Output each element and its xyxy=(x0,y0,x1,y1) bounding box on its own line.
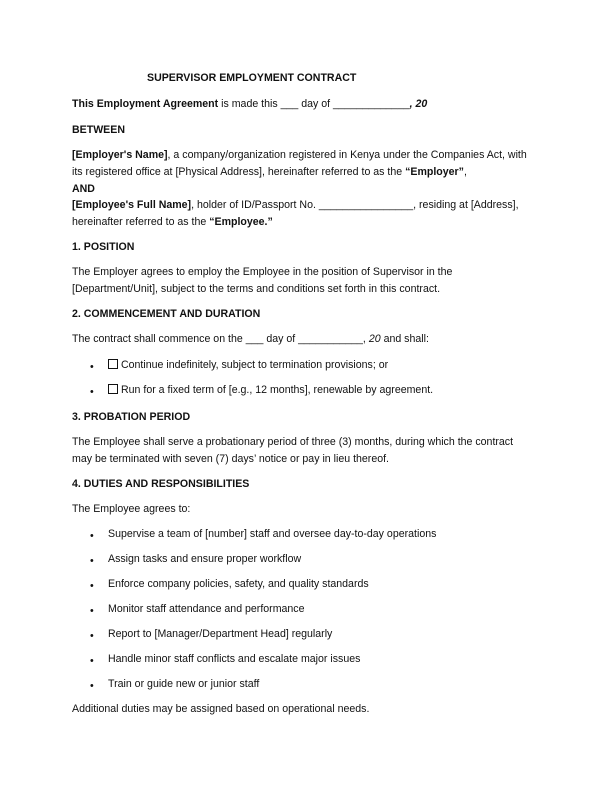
section-position-heading: 1. POSITION xyxy=(72,241,135,253)
agreement-lead: This Employment Agreement xyxy=(72,98,219,110)
employee-name: [Employee's Full Name] xyxy=(72,199,192,211)
duty-item: Handle minor staff conflicts and escalate major issues xyxy=(108,653,361,665)
position-line-1: The Employer agrees to employ the Employee in the position of Supervisor in the xyxy=(72,266,453,278)
section-commencement-heading: 2. COMMENCEMENT AND DURATION xyxy=(72,308,261,320)
agreement-year: , 20 xyxy=(409,98,428,110)
section-duties-heading: 4. DUTIES AND RESPONSIBILITIES xyxy=(72,478,250,490)
employer-line-1 xyxy=(72,149,527,162)
employee-line-2 xyxy=(72,216,273,229)
duration-option-2-label: Run for a fixed term of [e.g., 12 months], renewable by agreement. xyxy=(121,384,434,396)
duty-item: Supervise a team of [number] staff and oversee day-to-day operations xyxy=(108,528,437,540)
duty-item: Report to [Manager/Department Head] regularly xyxy=(108,628,333,640)
bullet-marker: • xyxy=(90,530,94,542)
and-heading: AND xyxy=(72,183,95,195)
duration-option-1 xyxy=(108,359,388,372)
employer-line-2 xyxy=(72,166,467,179)
checkbox-icon[interactable] xyxy=(108,359,118,369)
bullet-marker: • xyxy=(90,386,94,398)
bullet-marker: • xyxy=(90,361,94,373)
employer-end: , xyxy=(463,166,467,178)
section-probation-heading: 3. PROBATION PERIOD xyxy=(72,411,191,423)
document-title: SUPERVISOR EMPLOYMENT CONTRACT xyxy=(147,72,357,84)
employer-text-1: , a company/organization registered in Kenya under the Companies Act, with xyxy=(167,149,527,161)
probation-line-2: may be terminated with seven (7) days’ notice or pay in lieu thereof. xyxy=(72,453,389,465)
employee-text-2: hereinafter referred to as the xyxy=(72,216,210,228)
employee-role: “Employee.” xyxy=(209,216,273,228)
commencement-line xyxy=(72,333,429,346)
between-heading: BETWEEN xyxy=(72,124,125,136)
commencement-text-end: and shall: xyxy=(380,333,429,345)
bullet-marker: • xyxy=(90,655,94,667)
bullet-marker: • xyxy=(90,680,94,692)
probation-line-1: The Employee shall serve a probationary period of three (3) months, during which the contract xyxy=(72,436,514,448)
employee-text-1: , holder of ID/Passport No. ________________, residing at [Address], xyxy=(191,199,519,211)
employer-role: “Employer” xyxy=(405,166,464,178)
duty-item: Monitor staff attendance and performance xyxy=(108,603,305,615)
bullet-marker: • xyxy=(90,580,94,592)
agreement-text: is made this ___ day of _____________ xyxy=(218,98,410,110)
commencement-year: 20 xyxy=(368,333,381,345)
duty-item: Assign tasks and ensure proper workflow xyxy=(108,553,302,565)
duty-item: Train or guide new or junior staff xyxy=(108,678,260,690)
duration-option-1-label: Continue indefinitely, subject to termination provisions; or xyxy=(121,359,389,371)
position-line-2: [Department/Unit], subject to the terms and conditions set forth in this contract. xyxy=(72,283,441,295)
duties-intro: The Employee agrees to: xyxy=(72,503,191,515)
agreement-line xyxy=(72,98,427,111)
bullet-marker: • xyxy=(90,605,94,617)
employee-line-1 xyxy=(72,199,519,212)
duties-closing: Additional duties may be assigned based on operational needs. xyxy=(72,703,370,715)
bullet-marker: • xyxy=(90,630,94,642)
commencement-text-start: The contract shall commence on the ___ day of ___________, xyxy=(72,333,369,345)
checkbox-icon[interactable] xyxy=(108,384,118,394)
duration-option-2 xyxy=(108,384,433,397)
duty-item: Enforce company policies, safety, and quality standards xyxy=(108,578,369,590)
bullet-marker: • xyxy=(90,555,94,567)
employer-name: [Employer's Name] xyxy=(72,149,168,161)
employer-text-2: its registered office at [Physical Address], hereinafter referred to as the xyxy=(72,166,406,178)
